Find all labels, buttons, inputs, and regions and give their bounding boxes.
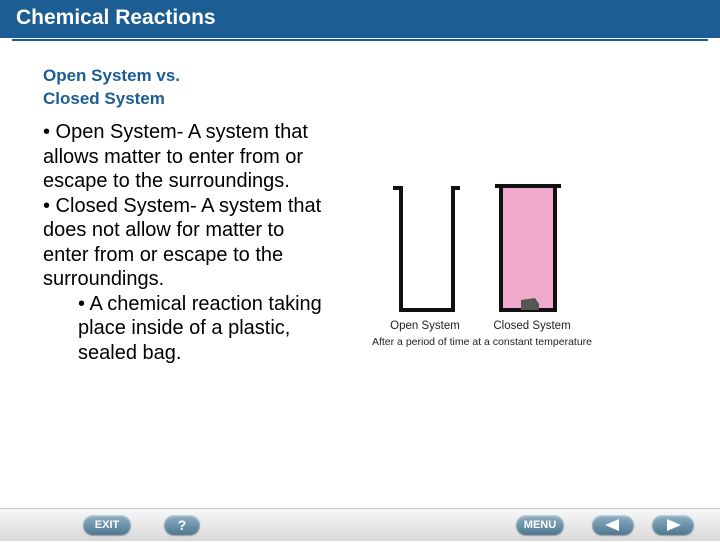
body-text — [43, 120, 333, 365]
closed-container-fill — [503, 188, 555, 310]
footer-nav — [0, 508, 720, 541]
subtitle-line-1: Open System vs. — [43, 66, 181, 85]
figure-caption: After a period of time at a constant temperature — [371, 336, 593, 348]
systems-figure — [365, 178, 605, 353]
closed-system-label: Closed System — [493, 320, 571, 332]
page-title: Chemical Reactions — [16, 6, 216, 29]
forward-arrow-icon — [652, 515, 694, 535]
open-system-label: Open System — [390, 320, 460, 332]
subtitle-line-2: Closed System — [43, 89, 165, 108]
sub-bullet-example: • A chemical reaction taking place inside of a plastic, sealed bag. — [78, 292, 322, 364]
exit-button[interactable]: EXIT — [83, 515, 131, 535]
forward-button[interactable] — [652, 515, 694, 535]
open-container — [393, 188, 460, 310]
menu-button[interactable]: MENU — [516, 515, 564, 535]
header-divider — [12, 39, 708, 41]
bullet-open-system: • Open System- A system that allows matter to enter from or escape to the surroundings. — [43, 121, 308, 192]
back-button[interactable] — [592, 515, 634, 535]
back-arrow-icon — [592, 515, 634, 535]
header-bar — [0, 0, 720, 38]
section-subtitle — [43, 64, 180, 110]
bullet-closed-system: • Closed System- A system that does not allow for matter to enter from or escape to the surroundings. — [43, 194, 322, 290]
help-button[interactable]: ? — [164, 515, 200, 535]
systems-illustration — [365, 178, 605, 353]
